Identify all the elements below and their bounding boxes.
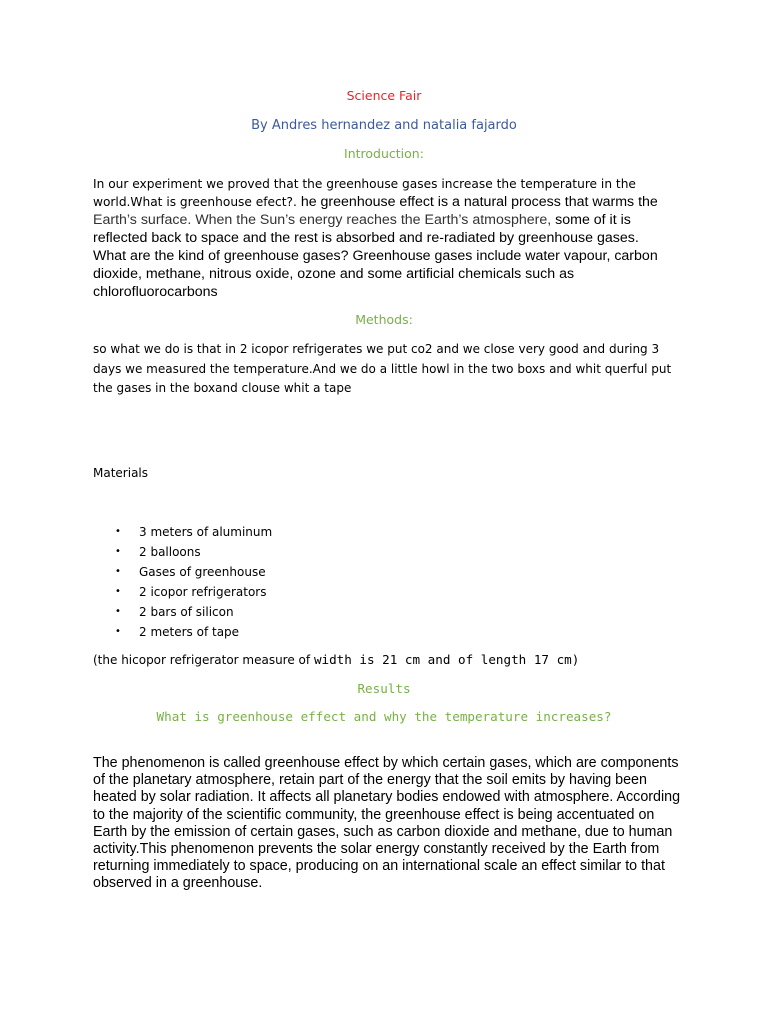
document-title: Science Fair: [346, 88, 422, 103]
list-item: [93, 623, 272, 643]
material-label: 2 bars of silicon: [139, 605, 234, 619]
materials-heading: Materials: [93, 466, 149, 480]
introduction-text-part-2: he greenhouse effect is a natural process that warms the: [296, 194, 658, 210]
material-label: Gases of greenhouse: [139, 565, 266, 579]
list-item: [93, 523, 272, 543]
bullet-icon: •: [115, 566, 121, 577]
introduction-paragraph: [93, 175, 673, 301]
introduction-heading: Introduction:: [344, 146, 424, 161]
measure-text-part-2: width is 21 cm and of length 17 cm): [313, 652, 580, 667]
results-heading: Results: [357, 681, 411, 696]
document-authors: By Andres hernandez and natalia fajardo: [251, 118, 517, 133]
bullet-icon: •: [115, 546, 121, 557]
measure-text-part-1: (the hicopor refrigerator measure of: [93, 653, 314, 667]
material-label: 2 icopor refrigerators: [139, 585, 267, 599]
introduction-text-part-3: Earth’s surface. When the Sun’s energy reaches the Earth’s atmosphere,: [93, 212, 552, 228]
bullet-icon: •: [115, 586, 121, 597]
list-item: [93, 603, 272, 623]
bullet-icon: •: [115, 626, 121, 637]
results-question: What is greenhouse effect and why the temperature increases?: [156, 709, 612, 724]
list-item: [93, 583, 272, 603]
methods-heading: Methods:: [355, 312, 413, 327]
bullet-icon: •: [115, 606, 121, 617]
list-item: [93, 563, 272, 583]
material-label: 2 meters of tape: [139, 625, 240, 639]
introduction-text-part-4: some of it is reflected back to space and the rest is absorbed and re-radiated by greenhouse gases. What are the kind of greenhouse gases? Greenhouse gases include water vapour, carbon dioxide, methane, nitrous oxide, ozone and some artificial chemicals such as chlorofluorocarbons: [93, 212, 658, 300]
methods-paragraph: so what we do is that in 2 icopor refrigerates we put co2 and we close very good and during 3 days we measured the temperature.And we do a little howl in the two boxs and whit querful put the gases in the boxand clouse whit a tape: [93, 342, 672, 395]
materials-list: [93, 523, 272, 643]
bullet-icon: •: [115, 526, 121, 537]
material-label: 2 balloons: [139, 545, 201, 559]
refrigerator-measure: [93, 652, 579, 667]
results-paragraph: The phenomenon is called greenhouse effect by which certain gases, which are components of the planetary atmosphere, retain part of the energy that the soil emits by having been heated by solar radiation. It affects all planetary bodies endowed with atmosphere. According to the majority of the scientific community, the greenhouse effect is being accentuated on Earth by the emission of certain gases, such as carbon dioxide and methane, due to human activity.This phenomenon prevents the solar energy constantly received by the Earth from returning immediately to space, producing on an international scale an effect similar to that observed in a greenhouse.: [93, 755, 681, 892]
introduction-text-part-1: In our experiment we proved that the greenhouse gases increase the temperature in the world.What is greenhouse efect?.: [93, 177, 636, 209]
list-item: [93, 543, 272, 563]
material-label: 3 meters of aluminum: [139, 525, 273, 539]
